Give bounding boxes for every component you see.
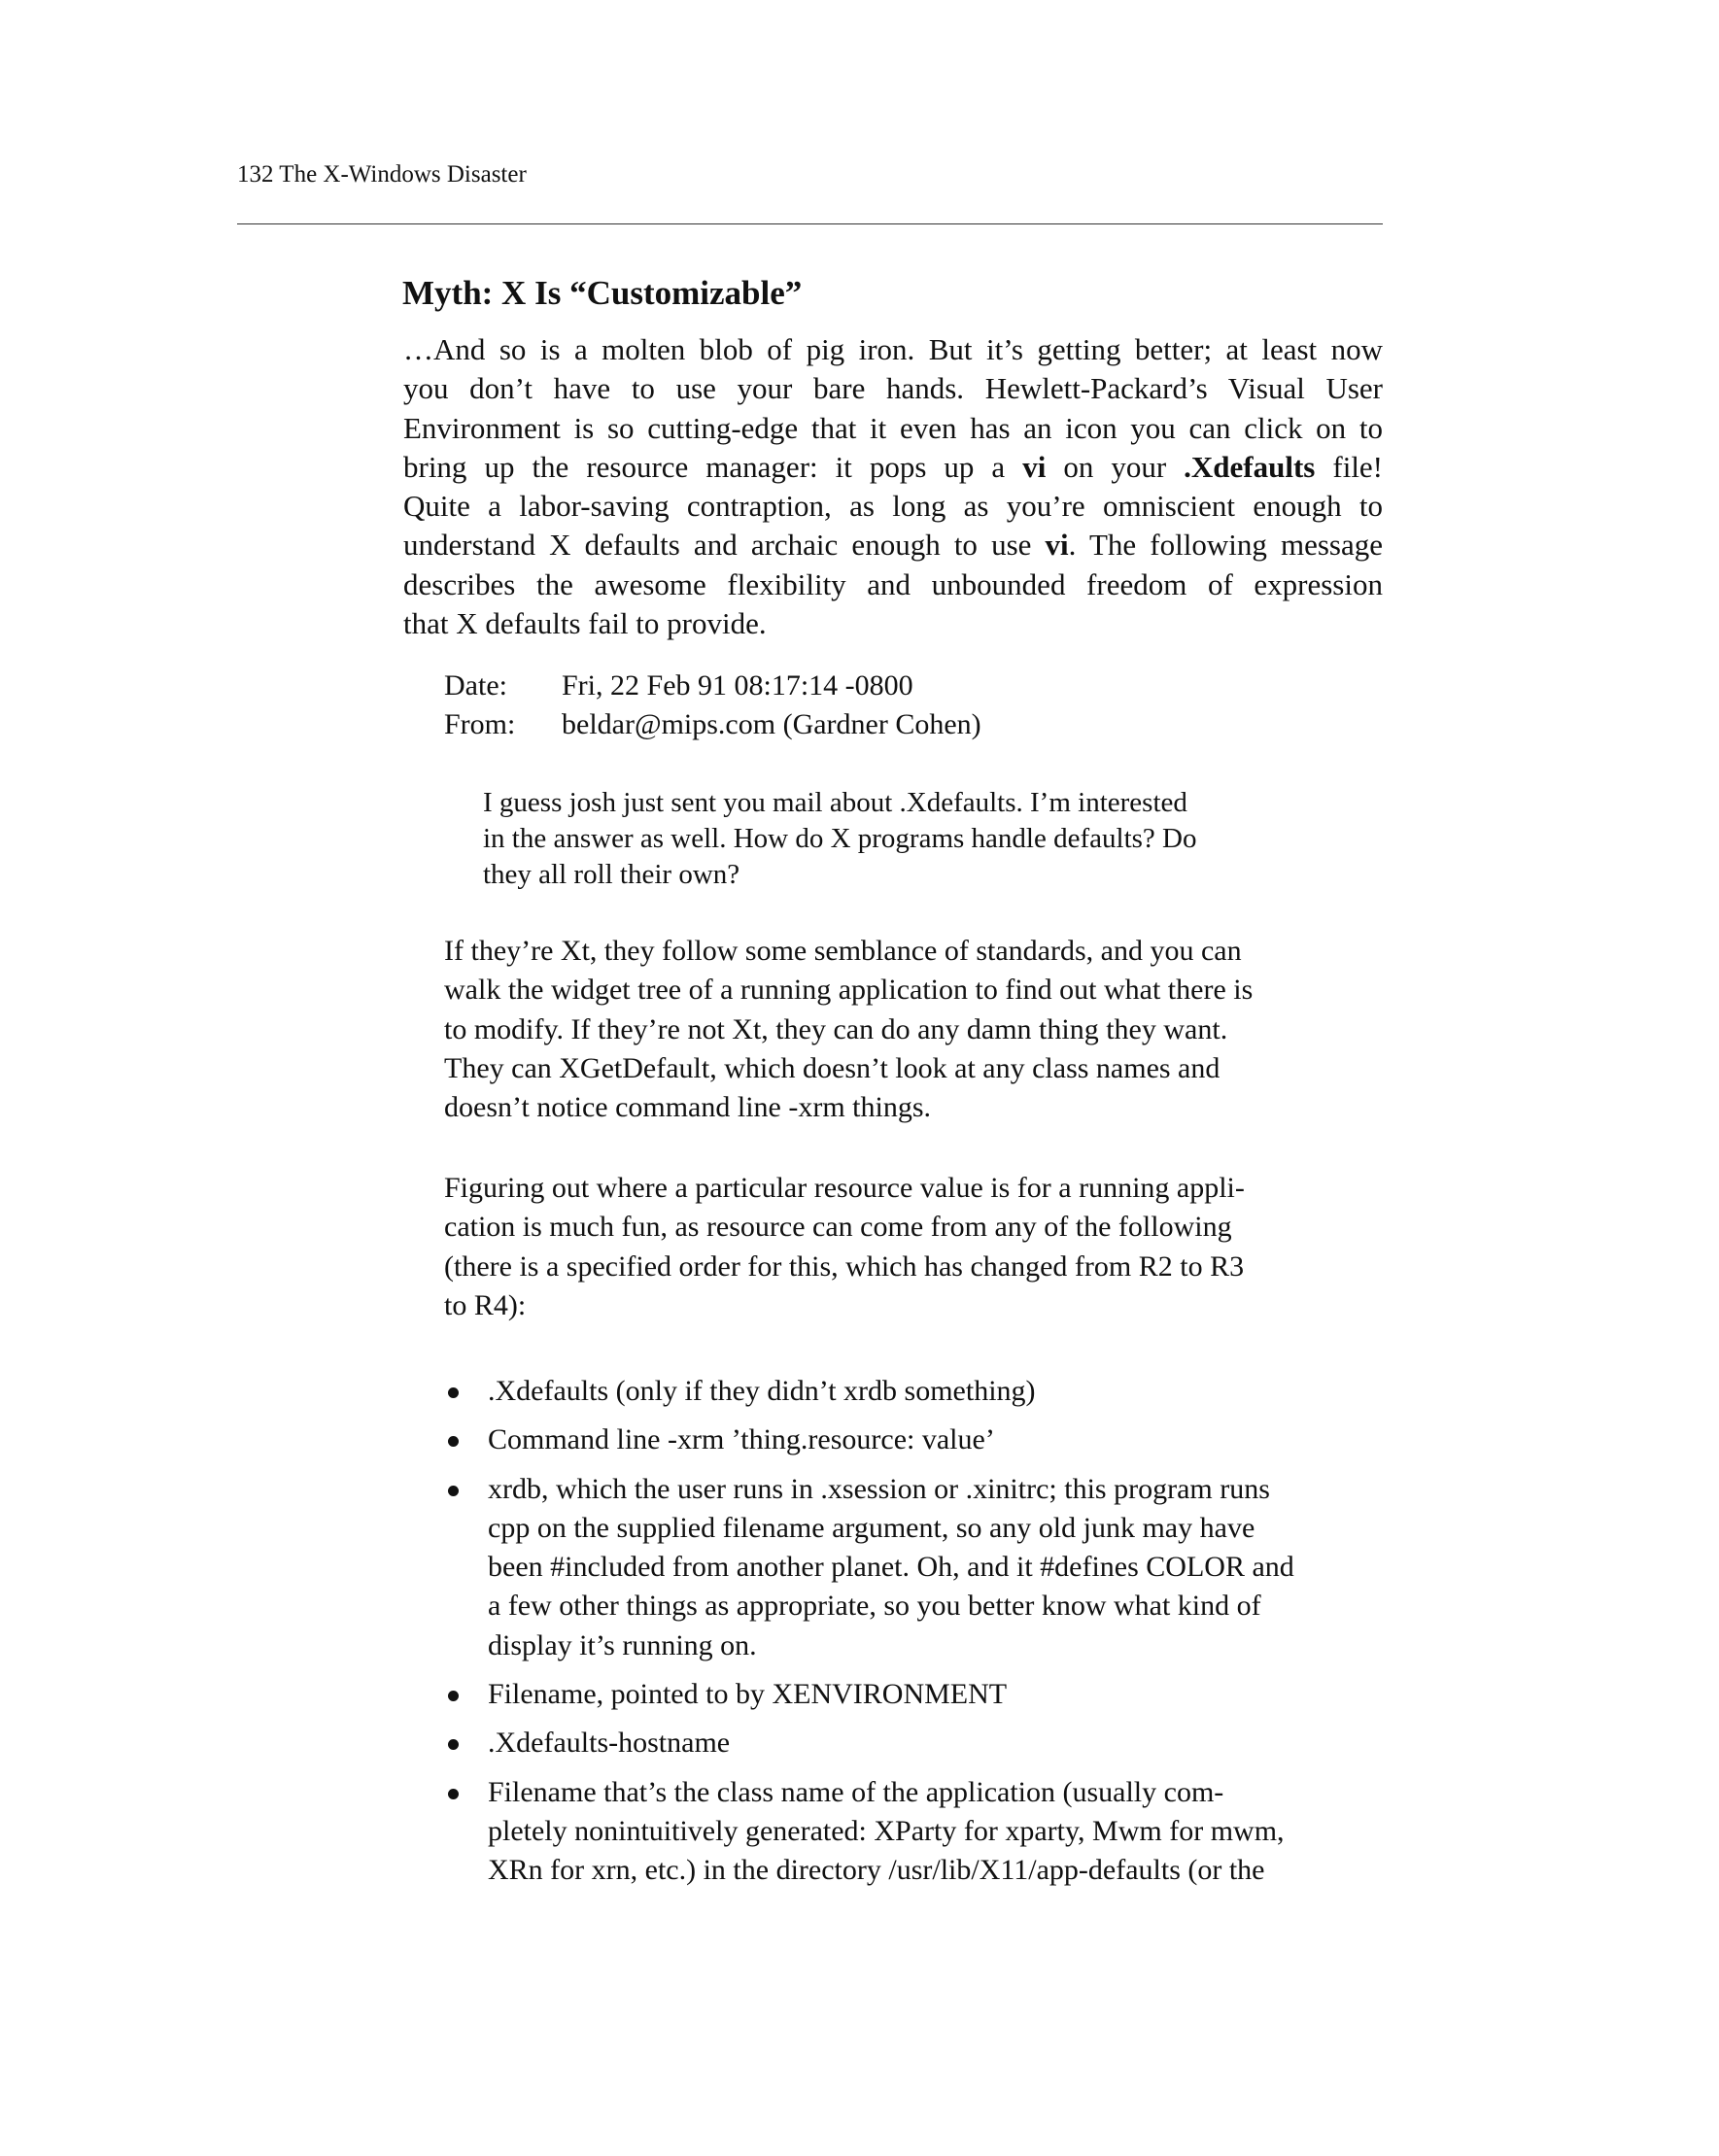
text-line: cation is much fun, as resource can come from any of the following [444,1211,1232,1244]
text-line: (there is a specified order for this, which has changed from R2 to R3 [444,1249,1245,1283]
list-item [444,1675,1294,1714]
running-head: 132 The X-Windows Disaster [237,161,527,188]
text-run: bring up the resource manager: it pops up a [403,449,1023,484]
list-item [444,1420,1294,1459]
text-run: understand X defaults and archaic enough to use [403,528,1046,563]
list-item [444,1372,1294,1411]
bullet-icon [448,1789,459,1799]
text-line: Command line -xrm ’thing.resource: value’ [488,1423,995,1456]
text-line: They can XGetDefault, which doesn’t look at any class names and [444,1051,1220,1084]
text-line: they all roll their own? [483,859,740,890]
text-line: a few other things as appropriate, so you better know what kind of [488,1590,1261,1623]
text-line: been #included from another planet. Oh, and it #defines COLOR and [488,1551,1294,1584]
text-line: Environment is so cutting-edge that it even has an icon you can click on to [403,410,1383,445]
command-vi: vi [1045,528,1069,563]
text-line: cpp on the supplied filename argument, so any old junk may have [488,1511,1255,1544]
text-line: .Xdefaults (only if they didn’t xrdb something) [488,1375,1036,1407]
filename-xdefaults: .Xdefaults [1184,449,1316,484]
text-line: that X defaults fail to provide. [403,606,767,641]
header-rule [237,223,1383,224]
bullet-icon [448,1486,459,1496]
bullet-icon [448,1691,459,1701]
from-label: From: [444,708,516,740]
text-line: If they’re Xt, they follow some semblance of standards, and you can [444,935,1242,967]
email-paragraph-1 [444,932,1253,1127]
text-line: Filename, pointed to by XENVIRONMENT [488,1678,1008,1711]
text-line: pletely nonintuitively generated: XParty for xparty, Mwm for mwm, [488,1814,1285,1847]
date-value: Fri, 22 Feb 91 08:17:14 -0800 [562,669,913,702]
text-line: I guess josh just sent you mail about .Xdefaults. I’m interested [483,787,1187,818]
text-line: to modify. If they’re not Xt, they can do any damn thing they want. [444,1012,1228,1045]
text-run: . The following message [1068,528,1384,563]
bullet-icon [448,1436,459,1447]
list-item [444,1773,1294,1891]
text-line: Filename that’s the class name of the application (usually com- [488,1775,1224,1808]
email-paragraph-2 [444,1169,1245,1325]
text-line [403,526,1383,565]
text-line: you don’t have to use your bare hands. Hewlett-Packard’s Visual User [403,371,1383,406]
text-line: .Xdefaults-hostname [488,1727,731,1760]
text-line [403,448,1383,487]
text-line: doesn’t notice command line -xrm things. [444,1091,932,1124]
text-run: on your [1046,449,1185,484]
text-run: file! [1315,449,1384,484]
text-line: Figuring out where a particular resource value is for a running appli- [444,1172,1245,1204]
bullet-icon [448,1739,459,1750]
command-vi: vi [1022,449,1047,484]
list-item [444,1724,1294,1762]
text-line: walk the widget tree of a running application to find out what there is [444,974,1254,1007]
text-line: XRn for xrn, etc.) in the directory /usr/lib/X11/app-defaults (or the [488,1854,1265,1887]
text-line: to R4): [444,1288,527,1321]
list-item [444,1470,1294,1665]
text-line: Quite a labor-saving contraption, as long as you’re omniscient enough to [403,489,1383,524]
section-heading: Myth: X Is “Customizable” [402,274,803,312]
text-line: display it’s running on. [488,1628,757,1661]
text-line: …And so is a molten blob of pig iron. But it’s getting better; at least now [403,332,1383,366]
intro-paragraph [403,330,1383,643]
from-value: beldar@mips.com (Gardner Cohen) [562,708,981,740]
resource-source-list [444,1372,1294,1891]
date-label: Date: [444,669,507,702]
text-line: describes the awesome flexibility and unbounded freedom of expression [403,566,1383,601]
text-line: in the answer as well. How do X programs handle defaults? Do [483,823,1197,854]
quoted-message [483,785,1196,893]
bullet-icon [448,1387,459,1398]
text-line: xrdb, which the user runs in .xsession or .xinitrc; this program runs [488,1472,1270,1505]
